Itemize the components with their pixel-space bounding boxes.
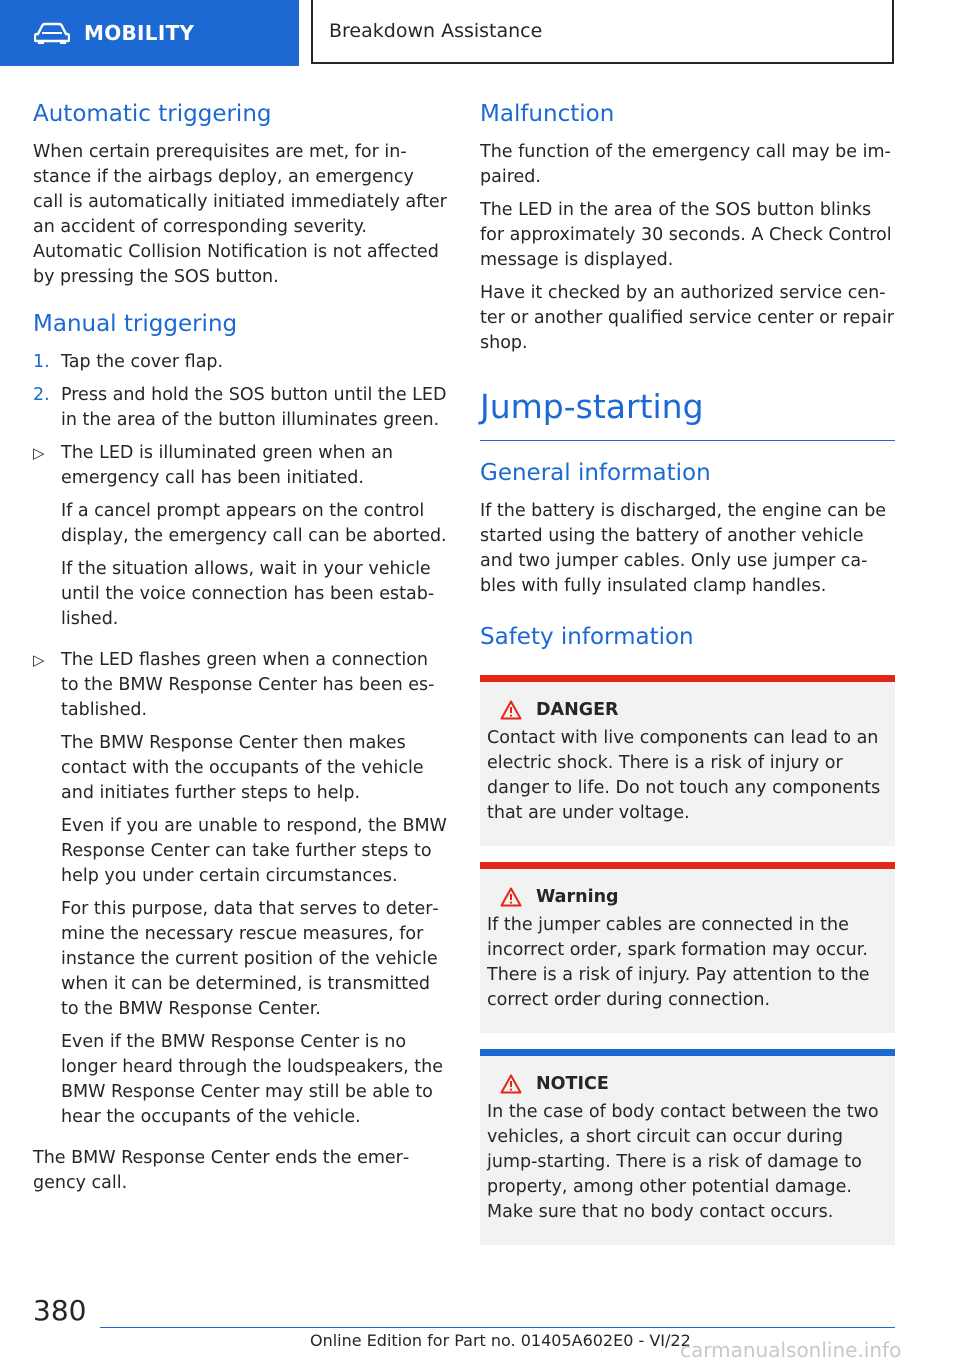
step-text: Press and hold the SOS button until the LED in the area of the button illuminates green.: [61, 385, 447, 430]
bullet-paragraph: The LED is illuminated green when an emergency call has been initiated.: [61, 443, 393, 488]
callout-text: In the case of body contact between the two vehicles, a short circuit can occur during jump-starting. There is a risk of damage to property, among other potential damage. Make sure that no body contact occurs.: [487, 1102, 879, 1222]
jump-starting-heading: Jump-starting: [480, 387, 704, 426]
bullet-paragraph: The BMW Response Center then makes contact with the occupants of the vehicle and initiates further steps to help.: [61, 733, 424, 803]
footer-divider: [100, 1327, 895, 1328]
bullet-paragraph: The LED flashes green when a connection to the BMW Response Center has been established.: [61, 650, 435, 720]
malfunction-paragraph: The LED in the area of the SOS button blinks for approximately 30 seconds. A Check Control message is displayed.: [480, 200, 892, 270]
page-number: 380: [33, 1294, 87, 1327]
callout-title: Warning: [536, 887, 619, 907]
chapter-title: Breakdown Assistance: [329, 20, 543, 42]
manual-triggering-heading: Manual triggering: [33, 311, 238, 337]
notice-callout: [480, 1049, 895, 1245]
malfunction-heading: Malfunction: [480, 101, 615, 127]
general-information-heading: General information: [480, 460, 711, 486]
chapter-tab[interactable]: [311, 0, 894, 64]
callout-text: Contact with live components can lead to an electric shock. There is a risk of injury or danger to life. Do not touch any components that are under voltage.: [487, 728, 881, 823]
callout-text: If the jumper cables are connected in the incorrect order, spark formation may occur. There is a risk of injury. Pay attention to the correct order during connection.: [487, 915, 870, 1010]
step-text: Tap the cover flap.: [61, 352, 224, 372]
step-item: [33, 350, 448, 375]
car-icon: [34, 21, 70, 45]
bullet-item: [33, 648, 448, 1138]
safety-information-heading: Safety information: [480, 624, 694, 650]
general-information-text: If the battery is discharged, the engine can be started using the battery of another vehicle and two jumper cables. Only use jumper cables with fully insulated clamp handles.: [480, 501, 887, 596]
malfunction-paragraph: Have it checked by an authorized service center or another qualified service center or repair shop.: [480, 283, 895, 353]
bullet-triangle-icon: ▷: [33, 444, 45, 462]
watermark: carmanualsonline.info: [680, 1338, 902, 1362]
warning-triangle-icon: [500, 887, 522, 907]
bullet-triangle-icon: ▷: [33, 651, 45, 669]
bullet-paragraph: If the situation allows, wait in your vehicle until the voice connection has been established.: [61, 559, 435, 629]
bullet-paragraph: If a cancel prompt appears on the control display, the emergency call can be aborted.: [61, 501, 447, 546]
bullet-item: [33, 441, 448, 640]
step-number: 2.: [33, 385, 50, 405]
bullet-paragraph: For this purpose, data that serves to determine the necessary rescue measures, for instance the current position of the vehicle when it can be determined, is transmitted to the BMW Response Center.: [61, 899, 439, 1019]
callout-title: DANGER: [536, 700, 619, 720]
bullet-list: [33, 441, 448, 1138]
danger-callout: [480, 675, 895, 846]
section-title: MOBILITY: [84, 21, 195, 45]
step-item: [33, 383, 448, 433]
warning-callout: [480, 862, 895, 1033]
automatic-triggering-heading: Automatic triggering: [33, 101, 272, 127]
automatic-triggering-text: When certain prerequisites are met, for instance if the airbags deploy, an emergency call is automatically initiated immediately after an accident of corresponding severity. Automatic Collision Notification is not affected by pressing the SOS button.: [33, 142, 447, 287]
right-column: [480, 98, 895, 1255]
bullet-paragraph: Even if the BMW Response Center is no longer heard through the loudspeakers, the BMW Response Center may still be able to hear the occupants of the vehicle.: [61, 1032, 443, 1127]
callout-title: NOTICE: [536, 1074, 609, 1094]
bullet-paragraph: Even if you are unable to respond, the BMW Response Center can take further steps to help you under certain circumstances.: [61, 816, 447, 886]
left-column: [33, 98, 448, 1204]
section-tab[interactable]: [0, 0, 299, 66]
step-number: 1.: [33, 352, 50, 372]
malfunction-paragraph: The function of the emergency call may be impaired.: [480, 142, 891, 187]
warning-triangle-icon: [500, 700, 522, 720]
edition-text: Online Edition for Part no. 01405A602E0 - VI/22: [310, 1331, 691, 1350]
warning-triangle-icon: [500, 1074, 522, 1094]
closing-text: The BMW Response Center ends the emergency call.: [33, 1148, 410, 1193]
step-list: [33, 350, 448, 433]
